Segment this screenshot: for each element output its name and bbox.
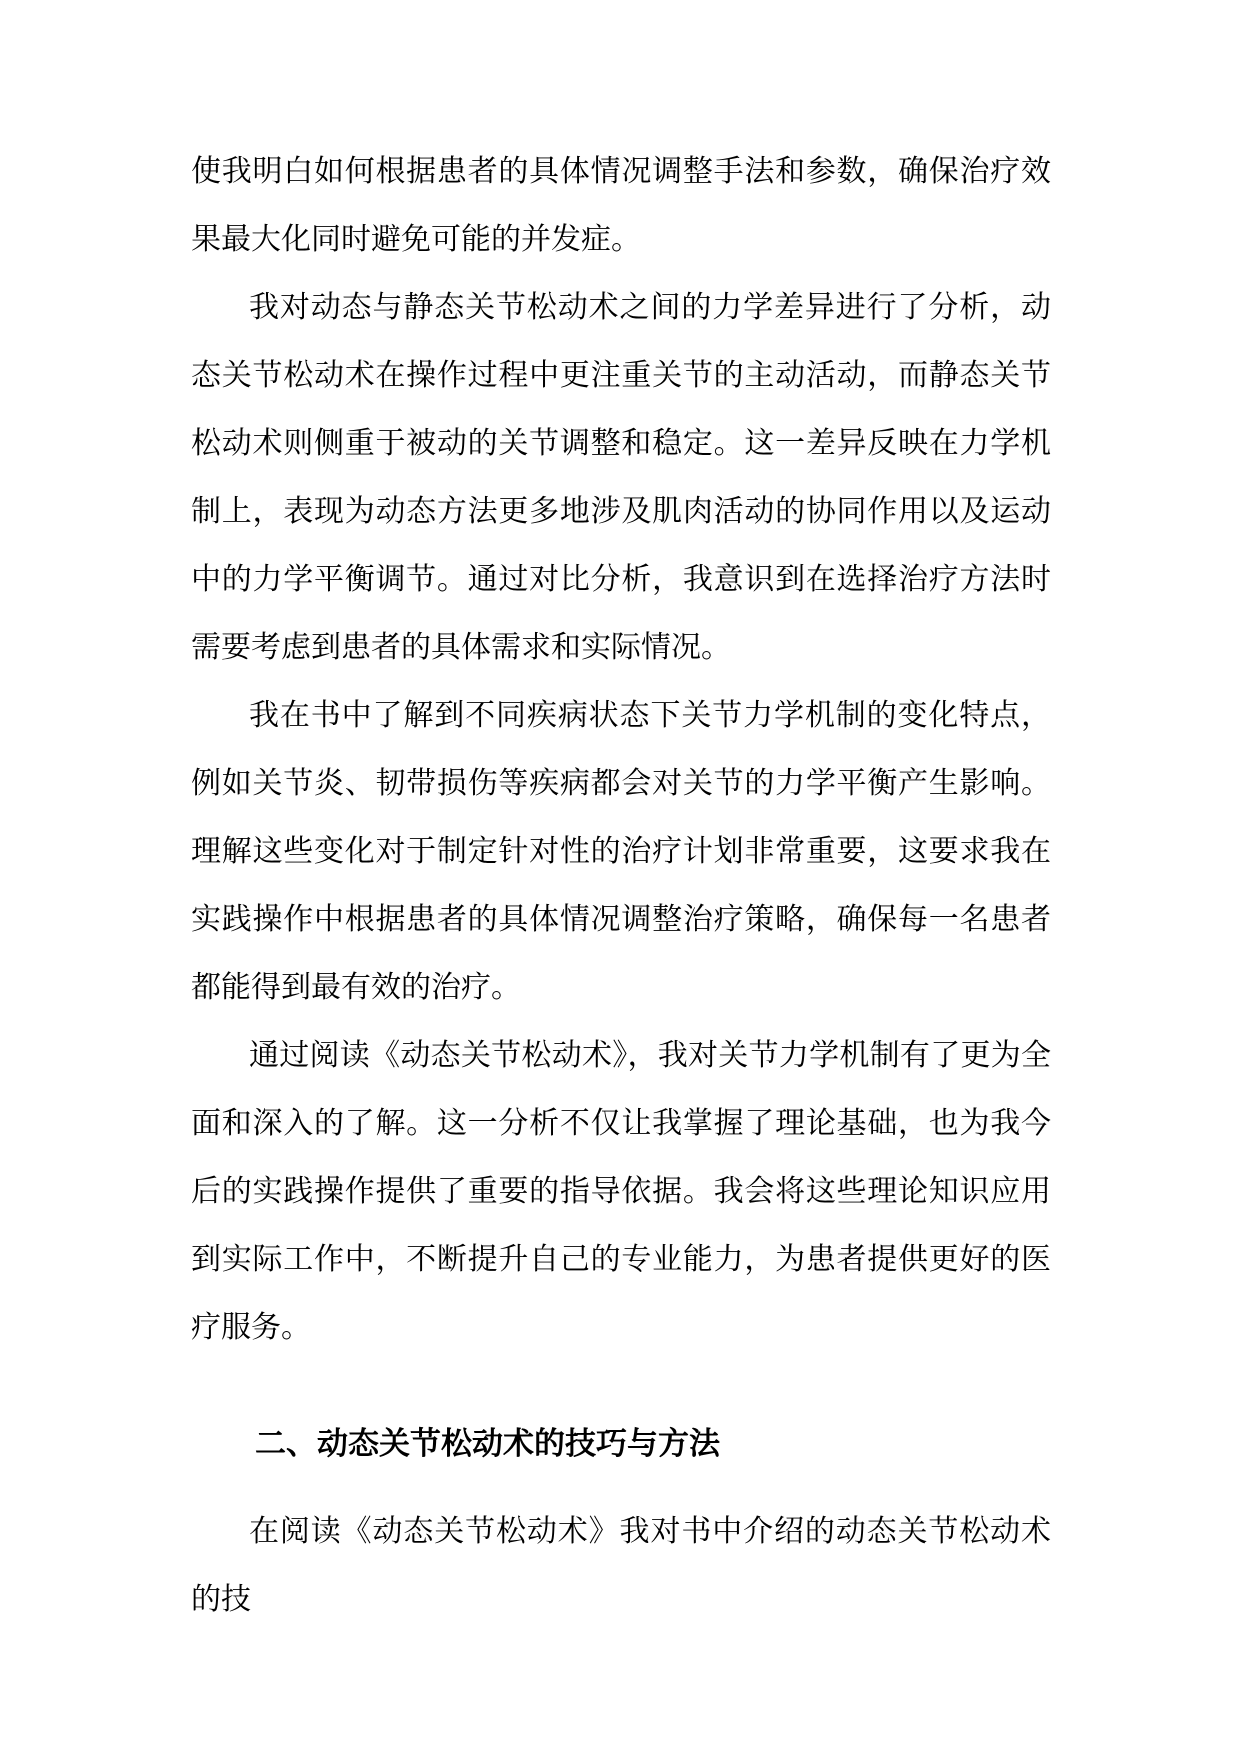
paragraph-mechanics-difference: 我对动态与静态关节松动术之间的力学差异进行了分析，动态关节松动术在操作过程中更注重关节的主动活动，而静态关节松动术则侧重于被动的关节调整和稳定。这一差异反映在力学机制上，表现为动态方法更多地涉及肌肉活动的协同作用以及运动中的力学平衡调节。通过对比分析，我意识到在选择治疗方法时需要考虑到患者的具体需求和实际情况。 bbox=[191, 290, 1051, 665]
paragraph-section-intro: 在阅读《动态关节松动术》我对书中介绍的动态关节松动术的技 bbox=[191, 1514, 1051, 1617]
document-body bbox=[191, 138, 1051, 1634]
paragraph-continuation: 使我明白如何根据患者的具体情况调整手法和参数，确保治疗效果最大化同时避免可能的并发症。 bbox=[191, 154, 1051, 257]
paragraph-conclusion: 通过阅读《动态关节松动术》，我对关节力学机制有了更为全面和深入的了解。这一分析不仅让我掌握了理论基础，也为我今后的实践操作提供了重要的指导依据。我会将这些理论知识应用到实际工作中，不断提升自己的专业能力，为患者提供更好的医疗服务。 bbox=[191, 1038, 1051, 1345]
paragraph-disease-states: 我在书中了解到不同疾病状态下关节力学机制的变化特点，例如关节炎、韧带损伤等疾病都会对关节的力学平衡产生影响。理解这些变化对于制定针对性的治疗计划非常重要，这要求我在实践操作中根据患者的具体情况调整治疗策略，确保每一名患者都能得到最有效的治疗。 bbox=[191, 698, 1051, 1005]
section-heading: 二、动态关节松动术的技巧与方法 bbox=[255, 1426, 720, 1462]
